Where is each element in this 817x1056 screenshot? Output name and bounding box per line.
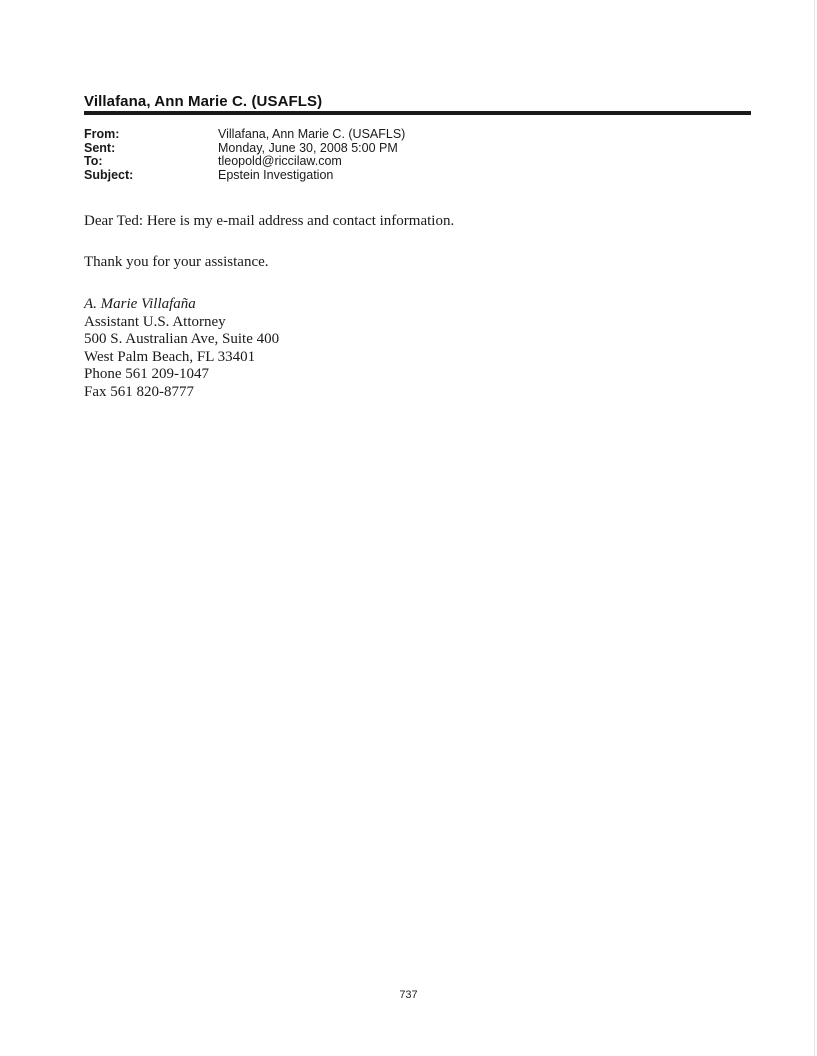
header-row-sent (84, 142, 405, 156)
header-row-to (84, 155, 405, 169)
subject-label: Subject: (84, 167, 134, 182)
signature-address-line2: West Palm Beach, FL 33401 (84, 348, 256, 365)
body-thanks: Thank you for your assistance. (84, 254, 269, 270)
signature-title: Assistant U.S. Attorney (84, 313, 226, 330)
sender-title: Villafana, Ann Marie C. (USAFLS) (84, 93, 323, 110)
subject-value: Epstein Investigation (218, 167, 334, 182)
sent-value: Monday, June 30, 2008 5:00 PM (218, 140, 398, 155)
signature-name: A. Marie Villafaña (84, 296, 196, 312)
header-row-from (84, 128, 405, 142)
signature-address-line1: 500 S. Australian Ave, Suite 400 (84, 331, 280, 347)
signature-phone: Phone 561 209-1047 (84, 366, 209, 382)
title-rule (84, 111, 751, 115)
sent-label: Sent: (84, 140, 116, 155)
page-number: 737 (399, 989, 418, 1001)
email-header (84, 128, 405, 182)
scan-edge-line (814, 0, 815, 1056)
to-label: To: (84, 154, 103, 168)
signature-fax: Fax 561 820-8777 (84, 383, 194, 400)
from-label: From: (84, 127, 120, 141)
from-value: Villafana, Ann Marie C. (USAFLS) (218, 127, 406, 141)
header-row-subject (84, 169, 405, 183)
to-value: tleopold@riccilaw.com (218, 154, 342, 168)
body-greeting: Dear Ted: Here is my e-mail address and contact information. (84, 213, 455, 229)
signature-block (84, 296, 279, 401)
